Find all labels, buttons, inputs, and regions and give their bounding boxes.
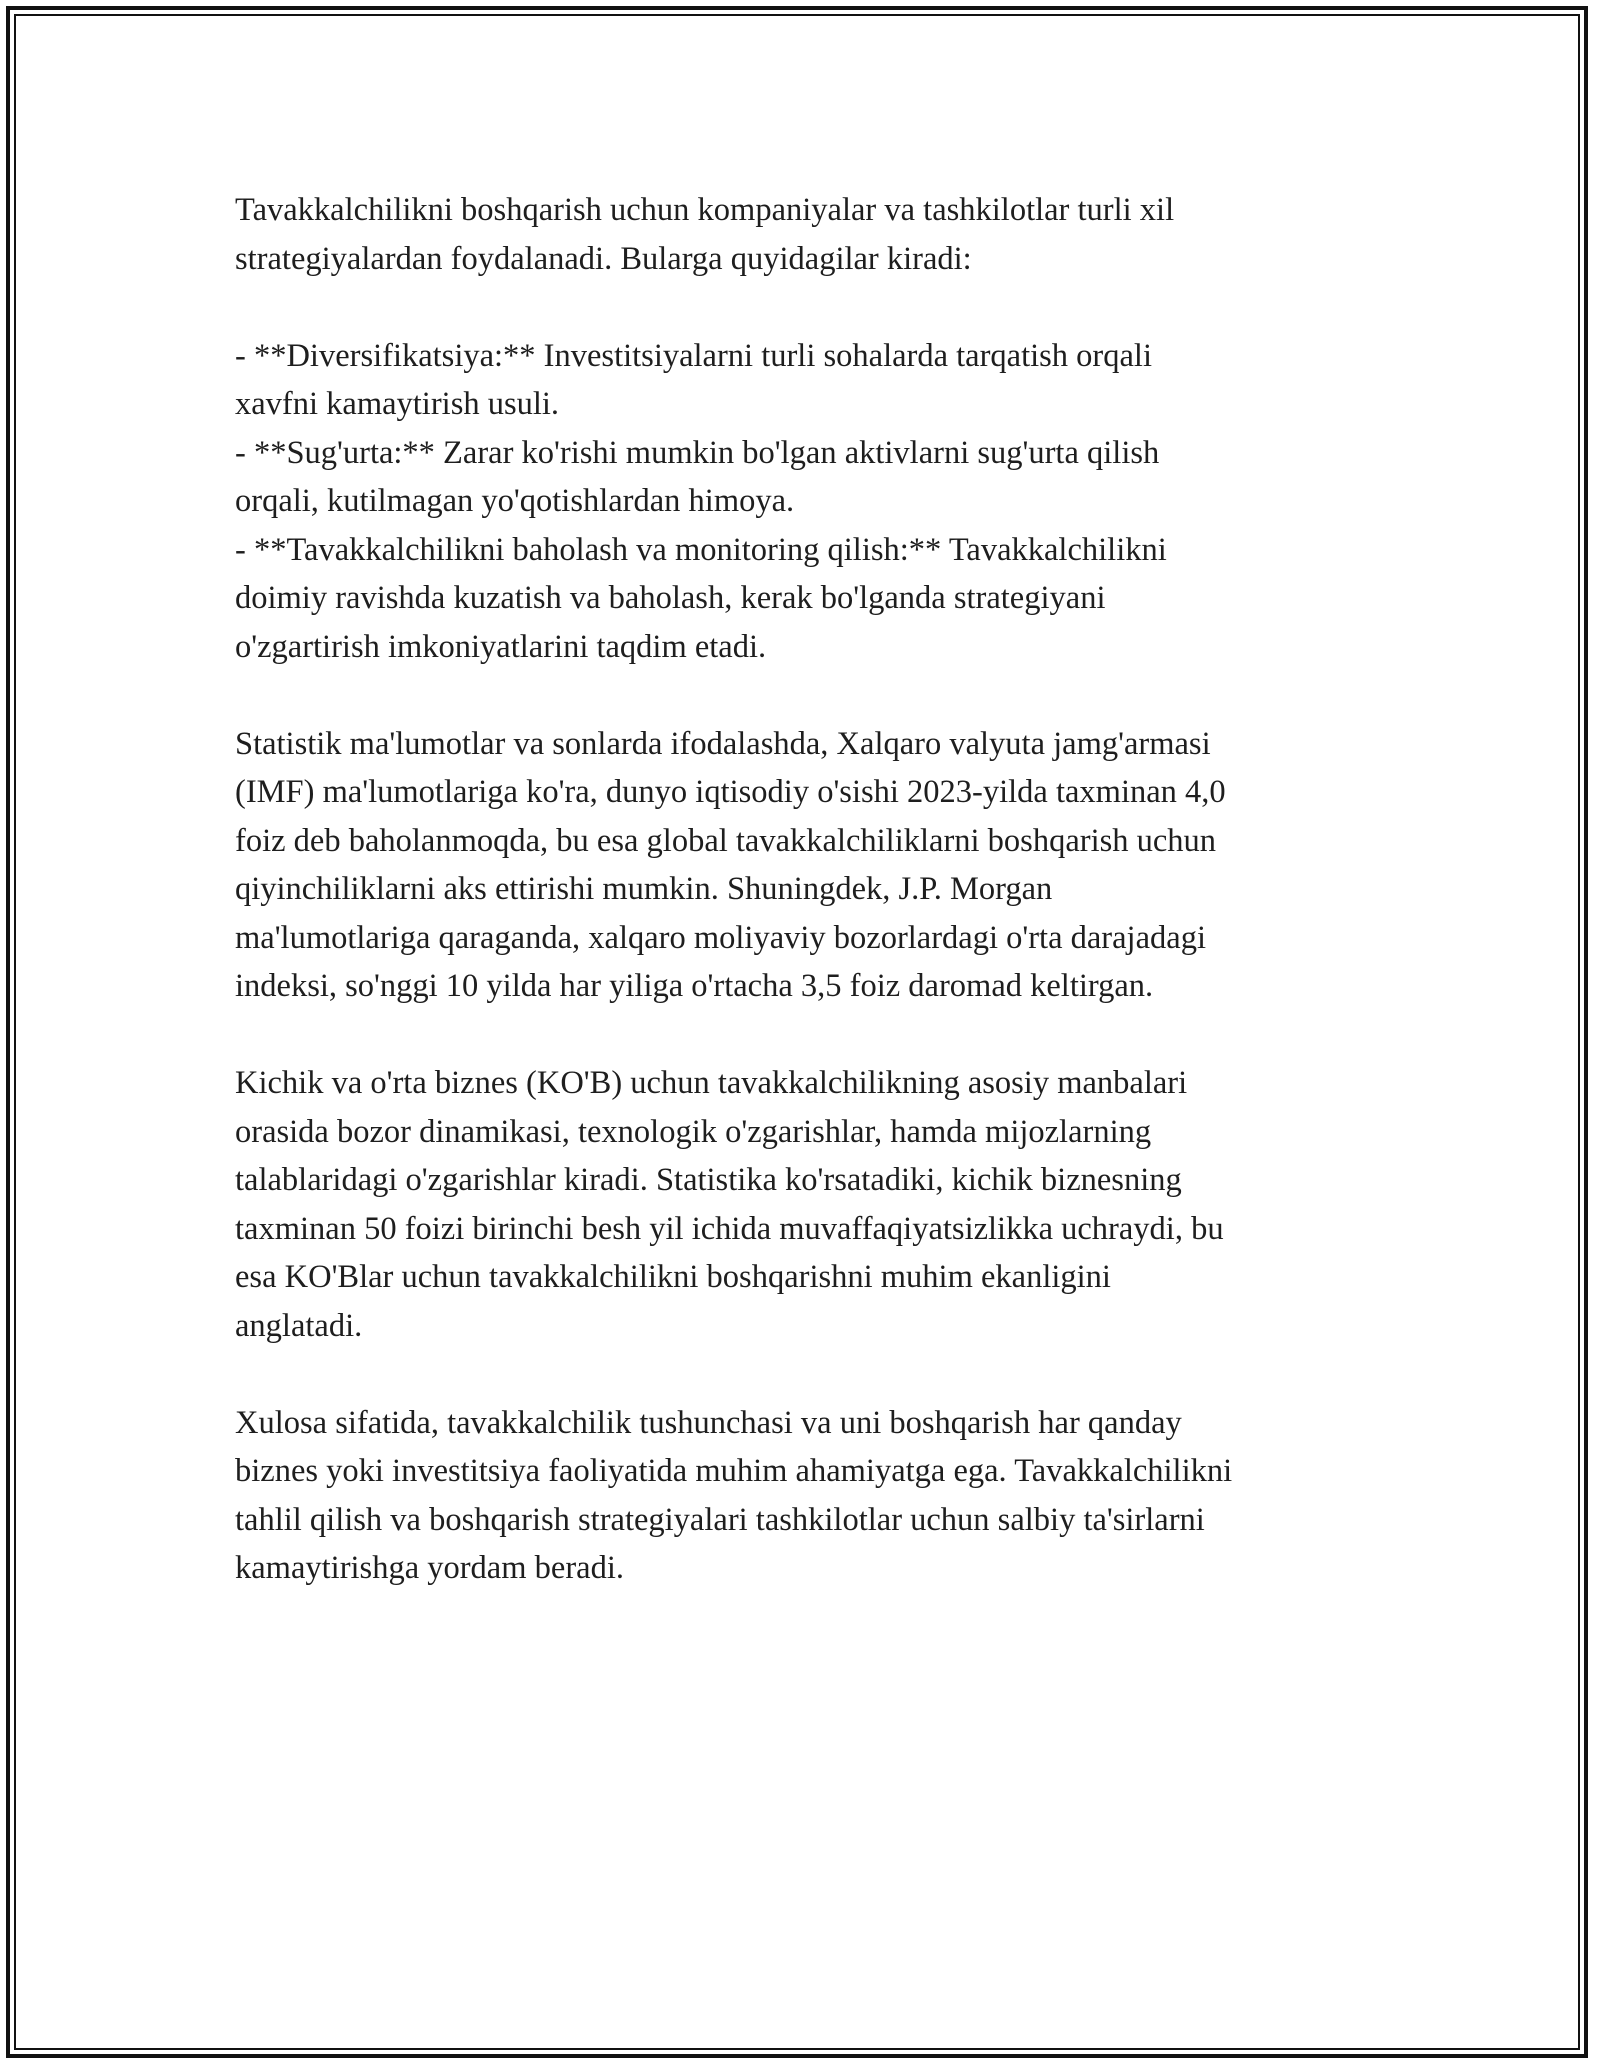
list-item-diversification: - **Diversifikatsiya:** Investitsiyalarni turli sohalarda tarqatish orqali xavfni kamaytirish usuli.: [235, 337, 1152, 422]
conclusion-paragraph: Xulosa sifatida, tavakkalchilik tushunchasi va uni boshqarish har qanday biznes yoki investitsiya faoliyatida muhim ahamiyatga ega. Tavakkalchilikni tahlil qilish va boshqarish strategiyalari tashkilotlar uchun salbiy ta'sirlarni kamaytirishga yordam beradi.: [235, 1404, 1233, 1586]
statistics-paragraph: Statistik ma'lumotlar va sonlarda ifodalashda, Xalqaro valyuta jamg'armasi (IMF) ma'lumotlariga ko'ra, dunyo iqtisodiy o'sishi 2023-yilda taxminan 4,0 foiz deb baholanmoqda, bu esa global tavakkalchiliklarni boshqarish uchun qiyinchiliklarni aks ettirishi mumkin. Shuningdek, J.P. Morgan ma'lumotlariga qaraganda, xalqaro moliyaviy bozorlardagi o'rta darajadagi indeksi, so'nggi 10 yilda har yiliga o'rtacha 3,5 foiz daromad keltirgan.: [235, 725, 1226, 1004]
list-item-monitoring: - **Tavakkalchilikni baholash va monitoring qilish:** Tavakkalchilikni doimiy ravishda kuzatish va baholash, kerak bo'lganda strategiyani o'zgartirish imkoniyatlarini taqdim etadi.: [235, 531, 1167, 665]
intro-paragraph: Tavakkalchilikni boshqarish uchun kompaniyalar va tashkilotlar turli xil strategiyalardan foydalanadi. Bularga quyidagilar kiradi:: [235, 192, 1175, 277]
list-item-insurance: - **Sug'urta:** Zarar ko'rishi mumkin bo'lgan aktivlarni sug'urta qilish orqali, kutilmagan yo'qotishlardan himoya.: [235, 434, 1160, 519]
document-body: [235, 186, 1370, 1641]
strategy-list: [235, 332, 1370, 672]
smb-paragraph: Kichik va o'rta biznes (KO'B) uchun tavakkalchilikning asosiy manbalari orasida bozor dinamikasi, texnologik o'zgarishlar, hamda mijozlarning talablaridagi o'zgarishlar kiradi. Statistika ko'rsatadiki, kichik biznesning taxminan 50 foizi birinchi besh yil ichida muvaffaqiyatsizlikka uchraydi, bu esa KO'Blar uchun tavakkalchilikni boshqarishni muhim ekanligini anglatadi.: [235, 1065, 1224, 1344]
